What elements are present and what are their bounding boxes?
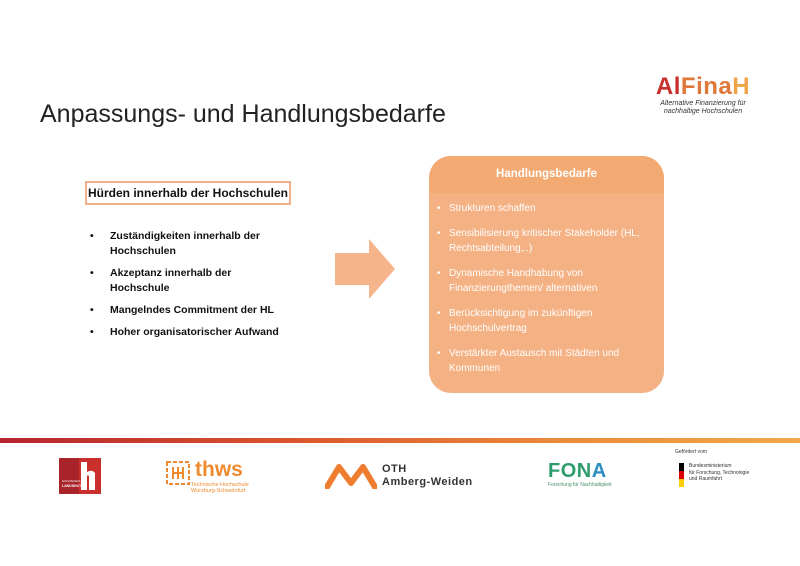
- footer-divider: [0, 438, 800, 443]
- need-item: • Dynamische Handhabung von Finanzierungthemen/ alternativen: [437, 266, 654, 296]
- hurdle-item: • Hoher organisatorischer Aufwand: [88, 325, 288, 340]
- hurdle-item: • Akzeptanz innerhalb der Hochschule: [88, 266, 288, 296]
- thws-mark-icon: [165, 460, 191, 486]
- fona-wordmark: FONA: [548, 460, 607, 482]
- needs-list: [429, 193, 664, 376]
- alfinah-subtitle: Alternative Finanzierung für nachhaltige Hochschulen: [660, 100, 746, 115]
- bmbf-logo: [675, 449, 760, 501]
- german-flag-icon: [679, 463, 684, 487]
- landshut-caption: LANDSHUT: [62, 484, 82, 488]
- alfinah-wordmark: AlFinaH: [655, 73, 751, 100]
- oth-line2: Amberg-Weiden: [382, 476, 473, 488]
- oth-mark-icon: [325, 463, 377, 489]
- bmbf-name: Bundesministerium für Forschung, Technologie und Raumfahrt: [689, 463, 750, 482]
- alfinah-logo: [648, 74, 758, 116]
- hurdle-item: • Zuständigkeiten innerhalb der Hochschulen: [88, 229, 288, 259]
- hurdles-heading: Hürden innerhalb der Hochschulen: [85, 181, 291, 205]
- thws-wordmark: thws: [195, 458, 243, 481]
- fona-subtitle: Forschung für Nachhaltigkeit: [548, 482, 612, 488]
- thws-logo: [163, 458, 283, 496]
- landshut-logo: [59, 458, 101, 494]
- thws-subtitle: Technische Hochschule Würzburg-Schweinfurt: [191, 482, 249, 494]
- hurdles-list: [88, 229, 288, 347]
- right-arrow-icon: [335, 239, 395, 299]
- need-item: • Verstärkter Austausch mit Städten und Kommunen: [437, 346, 654, 376]
- fona-logo: [548, 460, 628, 496]
- needs-panel: [429, 156, 664, 393]
- need-item: • Strukturen schaffen: [437, 201, 654, 216]
- hurdle-item: • Mangelndes Commitment der HL: [88, 303, 288, 318]
- page-title: Anpassungs- und Handlungsbedarfe: [40, 100, 446, 128]
- need-item: • Berücksichtigung im zukünftigen Hochschulvertrag: [437, 306, 654, 336]
- needs-heading: Handlungsbedarfe: [429, 156, 664, 193]
- need-item: • Sensibilisierung kritischer Stakeholder (HL, Rechtsabteilung,..): [437, 226, 654, 256]
- oth-logo: [325, 461, 485, 491]
- bmbf-funded-by: Gefördert vom: [675, 449, 707, 455]
- oth-line1: OTH: [382, 463, 407, 475]
- landshut-small: HOCHSCHULE: [62, 479, 84, 483]
